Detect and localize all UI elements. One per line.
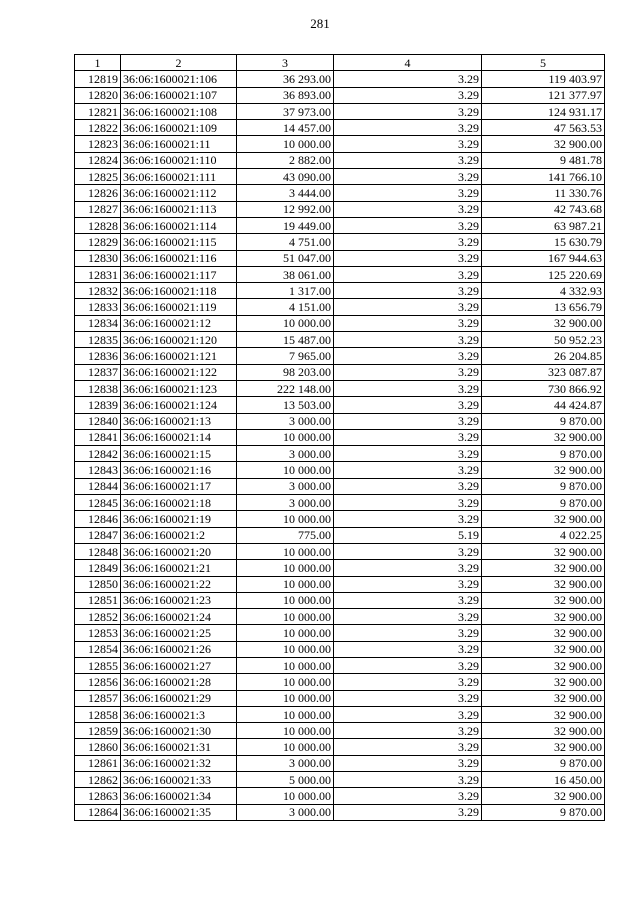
table-cell-col-1: 12839 [75, 397, 121, 413]
table-cell-col-1: 12864 [75, 804, 121, 820]
table-cell-col-1: 12836 [75, 348, 121, 364]
table-cell-col-5: 124 931.17 [482, 103, 605, 119]
table-cell-col-3: 3 000.00 [237, 804, 334, 820]
table-cell-col-1: 12821 [75, 103, 121, 119]
table-cell-col-3: 14 457.00 [237, 120, 334, 136]
table-cell-col-1: 12819 [75, 71, 121, 87]
table-cell-col-4: 3.29 [334, 332, 482, 348]
table-cell-col-5: 15 630.79 [482, 234, 605, 250]
table-cell-col-3: 1 317.00 [237, 283, 334, 299]
table-cell-col-5: 9 870.00 [482, 804, 605, 820]
table-cell-col-3: 222 148.00 [237, 380, 334, 396]
column-header-5: 5 [482, 55, 605, 71]
table-cell-col-1: 12830 [75, 250, 121, 266]
table-cell-col-4: 3.29 [334, 201, 482, 217]
table-row [75, 299, 605, 315]
table-row [75, 690, 605, 706]
table-cell-col-1: 12856 [75, 674, 121, 690]
table-cell-col-1: 12844 [75, 478, 121, 494]
table-cell-col-2: 36:06:1600021:20 [121, 543, 237, 559]
table-cell-col-5: 32 900.00 [482, 315, 605, 331]
table-cell-col-5: 32 900.00 [482, 136, 605, 152]
table-row [75, 266, 605, 282]
table-cell-col-3: 98 203.00 [237, 364, 334, 380]
table-cell-col-2: 36:06:1600021:123 [121, 380, 237, 396]
table-cell-col-4: 3.29 [334, 266, 482, 282]
table-cell-col-1: 12823 [75, 136, 121, 152]
table-row [75, 739, 605, 755]
table-row [75, 71, 605, 87]
table-cell-col-4: 3.29 [334, 609, 482, 625]
table-cell-col-3: 10 000.00 [237, 429, 334, 445]
table-cell-col-1: 12859 [75, 723, 121, 739]
table-cell-col-4: 3.29 [334, 446, 482, 462]
table-cell-col-4: 3.29 [334, 592, 482, 608]
table-cell-col-5: 125 220.69 [482, 266, 605, 282]
table-row [75, 348, 605, 364]
table-cell-col-1: 12855 [75, 657, 121, 673]
table-row [75, 495, 605, 511]
table-cell-col-1: 12826 [75, 185, 121, 201]
table-cell-col-4: 3.29 [334, 136, 482, 152]
table-cell-col-2: 36:06:1600021:110 [121, 152, 237, 168]
table-cell-col-5: 32 900.00 [482, 609, 605, 625]
table-cell-col-5: 32 900.00 [482, 576, 605, 592]
table-cell-col-4: 3.29 [334, 478, 482, 494]
table-row [75, 234, 605, 250]
table-cell-col-5: 9 870.00 [482, 755, 605, 771]
table-cell-col-3: 3 000.00 [237, 478, 334, 494]
table-cell-col-3: 10 000.00 [237, 609, 334, 625]
column-header-4: 4 [334, 55, 482, 71]
table-cell-col-5: 32 900.00 [482, 592, 605, 608]
table-cell-col-3: 10 000.00 [237, 788, 334, 804]
table-cell-col-4: 3.29 [334, 462, 482, 478]
table-cell-col-5: 32 900.00 [482, 462, 605, 478]
table-cell-col-5: 119 403.97 [482, 71, 605, 87]
table-cell-col-2: 36:06:1600021:112 [121, 185, 237, 201]
table-cell-col-2: 36:06:1600021:21 [121, 560, 237, 576]
table-row [75, 592, 605, 608]
table-cell-col-2: 36:06:1600021:3 [121, 706, 237, 722]
table-cell-col-1: 12822 [75, 120, 121, 136]
table-cell-col-2: 36:06:1600021:27 [121, 657, 237, 673]
table-cell-col-1: 12861 [75, 755, 121, 771]
table-cell-col-3: 3 444.00 [237, 185, 334, 201]
table-cell-col-2: 36:06:1600021:116 [121, 250, 237, 266]
table-cell-col-4: 3.29 [334, 217, 482, 233]
table-cell-col-2: 36:06:1600021:107 [121, 87, 237, 103]
table-cell-col-5: 32 900.00 [482, 560, 605, 576]
table-cell-col-5: 4 332.93 [482, 283, 605, 299]
table-cell-col-4: 3.29 [334, 413, 482, 429]
table-body [75, 71, 605, 821]
table-cell-col-2: 36:06:1600021:35 [121, 804, 237, 820]
table-row [75, 120, 605, 136]
table-cell-col-3: 10 000.00 [237, 706, 334, 722]
table-cell-col-5: 9 870.00 [482, 413, 605, 429]
table-cell-col-2: 36:06:1600021:17 [121, 478, 237, 494]
table-cell-col-3: 10 000.00 [237, 560, 334, 576]
table-cell-col-3: 3 000.00 [237, 413, 334, 429]
table-cell-col-5: 32 900.00 [482, 625, 605, 641]
table-cell-col-4: 3.29 [334, 625, 482, 641]
table-cell-col-3: 19 449.00 [237, 217, 334, 233]
table-cell-col-3: 10 000.00 [237, 543, 334, 559]
table-cell-col-4: 3.29 [334, 380, 482, 396]
table-cell-col-1: 12828 [75, 217, 121, 233]
table-cell-col-3: 10 000.00 [237, 657, 334, 673]
table-cell-col-1: 12852 [75, 609, 121, 625]
table-cell-col-2: 36:06:1600021:31 [121, 739, 237, 755]
table-row [75, 543, 605, 559]
table-cell-col-1: 12857 [75, 690, 121, 706]
table-cell-col-1: 12832 [75, 283, 121, 299]
table-cell-col-3: 3 000.00 [237, 495, 334, 511]
table-cell-col-4: 3.29 [334, 364, 482, 380]
table-cell-col-2: 36:06:1600021:120 [121, 332, 237, 348]
table-cell-col-4: 3.29 [334, 804, 482, 820]
table-cell-col-4: 3.29 [334, 152, 482, 168]
column-header-1: 1 [75, 55, 121, 71]
table-cell-col-1: 12854 [75, 641, 121, 657]
table-row [75, 804, 605, 820]
table-cell-col-3: 775.00 [237, 527, 334, 543]
table-cell-col-3: 36 293.00 [237, 71, 334, 87]
table-cell-col-4: 3.29 [334, 511, 482, 527]
table-cell-col-5: 26 204.85 [482, 348, 605, 364]
table-cell-col-5: 42 743.68 [482, 201, 605, 217]
table-cell-col-2: 36:06:1600021:115 [121, 234, 237, 250]
table-cell-col-5: 141 766.10 [482, 169, 605, 185]
table-cell-col-1: 12845 [75, 495, 121, 511]
table-cell-col-1: 12838 [75, 380, 121, 396]
table-cell-col-2: 36:06:1600021:11 [121, 136, 237, 152]
table-row [75, 283, 605, 299]
table-cell-col-2: 36:06:1600021:124 [121, 397, 237, 413]
table-row [75, 772, 605, 788]
table-cell-col-5: 32 900.00 [482, 690, 605, 706]
table-cell-col-2: 36:06:1600021:18 [121, 495, 237, 511]
table-cell-col-3: 2 882.00 [237, 152, 334, 168]
table-row [75, 462, 605, 478]
table-cell-col-5: 13 656.79 [482, 299, 605, 315]
table-cell-col-4: 5.19 [334, 527, 482, 543]
table-cell-col-1: 12840 [75, 413, 121, 429]
table-cell-col-3: 51 047.00 [237, 250, 334, 266]
table-row [75, 380, 605, 396]
table-cell-col-1: 12851 [75, 592, 121, 608]
table-cell-col-3: 10 000.00 [237, 315, 334, 331]
table-row [75, 315, 605, 331]
table-cell-col-2: 36:06:1600021:12 [121, 315, 237, 331]
table-cell-col-3: 10 000.00 [237, 511, 334, 527]
page-number: 281 [310, 16, 330, 31]
table-cell-col-3: 4 151.00 [237, 299, 334, 315]
table-cell-col-2: 36:06:1600021:119 [121, 299, 237, 315]
data-table [74, 54, 605, 821]
table-cell-col-4: 3.29 [334, 348, 482, 364]
table-cell-col-1: 12842 [75, 446, 121, 462]
table-cell-col-5: 11 330.76 [482, 185, 605, 201]
table-cell-col-3: 10 000.00 [237, 690, 334, 706]
table-cell-col-3: 10 000.00 [237, 739, 334, 755]
table-cell-col-4: 3.29 [334, 657, 482, 673]
table-cell-col-4: 3.29 [334, 250, 482, 266]
table-cell-col-5: 121 377.97 [482, 87, 605, 103]
table-cell-col-1: 12863 [75, 788, 121, 804]
table-cell-col-5: 63 987.21 [482, 217, 605, 233]
table-row [75, 625, 605, 641]
table-row [75, 446, 605, 462]
table-cell-col-4: 3.29 [334, 788, 482, 804]
table-cell-col-5: 32 900.00 [482, 641, 605, 657]
table-cell-col-1: 12849 [75, 560, 121, 576]
table-cell-col-5: 730 866.92 [482, 380, 605, 396]
table-cell-col-3: 37 973.00 [237, 103, 334, 119]
table-cell-col-3: 10 000.00 [237, 576, 334, 592]
table-row [75, 87, 605, 103]
table-cell-col-2: 36:06:1600021:2 [121, 527, 237, 543]
table-cell-col-2: 36:06:1600021:114 [121, 217, 237, 233]
table-cell-col-2: 36:06:1600021:24 [121, 609, 237, 625]
table-cell-col-3: 43 090.00 [237, 169, 334, 185]
table-row [75, 185, 605, 201]
table-cell-col-2: 36:06:1600021:108 [121, 103, 237, 119]
table-cell-col-3: 10 000.00 [237, 723, 334, 739]
table-cell-col-3: 5 000.00 [237, 772, 334, 788]
table-row [75, 397, 605, 413]
table-cell-col-3: 38 061.00 [237, 266, 334, 282]
table-cell-col-1: 12841 [75, 429, 121, 445]
table-cell-col-4: 3.29 [334, 674, 482, 690]
table-cell-col-4: 3.29 [334, 429, 482, 445]
table-cell-col-3: 10 000.00 [237, 462, 334, 478]
table-cell-col-5: 50 952.23 [482, 332, 605, 348]
column-header-2: 2 [121, 55, 237, 71]
table-cell-col-4: 3.29 [334, 706, 482, 722]
table-cell-col-3: 7 965.00 [237, 348, 334, 364]
table-cell-col-4: 3.29 [334, 315, 482, 331]
table-cell-col-3: 12 992.00 [237, 201, 334, 217]
table-cell-col-3: 10 000.00 [237, 674, 334, 690]
table-cell-col-1: 12837 [75, 364, 121, 380]
table-cell-col-3: 10 000.00 [237, 625, 334, 641]
table-cell-col-4: 3.29 [334, 103, 482, 119]
table-row [75, 103, 605, 119]
table-cell-col-3: 10 000.00 [237, 592, 334, 608]
table-cell-col-5: 32 900.00 [482, 429, 605, 445]
table-cell-col-4: 3.29 [334, 299, 482, 315]
table-cell-col-1: 12843 [75, 462, 121, 478]
table-row [75, 169, 605, 185]
table-row [75, 250, 605, 266]
table-cell-col-3: 10 000.00 [237, 641, 334, 657]
table-cell-col-4: 3.29 [334, 397, 482, 413]
table-row [75, 527, 605, 543]
table-cell-col-2: 36:06:1600021:109 [121, 120, 237, 136]
table-cell-col-1: 12824 [75, 152, 121, 168]
table-cell-col-2: 36:06:1600021:28 [121, 674, 237, 690]
table-cell-col-4: 3.29 [334, 495, 482, 511]
table-cell-col-1: 12829 [75, 234, 121, 250]
table-cell-col-2: 36:06:1600021:113 [121, 201, 237, 217]
table-cell-col-4: 3.29 [334, 185, 482, 201]
table-cell-col-5: 16 450.00 [482, 772, 605, 788]
table-row [75, 674, 605, 690]
table-cell-col-1: 12833 [75, 299, 121, 315]
table-row [75, 136, 605, 152]
table-cell-col-5: 47 563.53 [482, 120, 605, 136]
table-cell-col-1: 12848 [75, 543, 121, 559]
table-cell-col-2: 36:06:1600021:15 [121, 446, 237, 462]
table-cell-col-3: 13 503.00 [237, 397, 334, 413]
table-cell-col-1: 12834 [75, 315, 121, 331]
table-row [75, 788, 605, 804]
table-cell-col-5: 9 870.00 [482, 478, 605, 494]
table-cell-col-1: 12846 [75, 511, 121, 527]
table-cell-col-4: 3.29 [334, 690, 482, 706]
table-cell-col-3: 4 751.00 [237, 234, 334, 250]
table-cell-col-1: 12850 [75, 576, 121, 592]
table-cell-col-3: 15 487.00 [237, 332, 334, 348]
table-cell-col-4: 3.29 [334, 283, 482, 299]
table-cell-col-2: 36:06:1600021:22 [121, 576, 237, 592]
table-row [75, 609, 605, 625]
table-cell-col-5: 9 870.00 [482, 495, 605, 511]
table-cell-col-2: 36:06:1600021:13 [121, 413, 237, 429]
table-cell-col-5: 323 087.87 [482, 364, 605, 380]
table-row [75, 152, 605, 168]
table-cell-col-4: 3.29 [334, 169, 482, 185]
table-cell-col-5: 44 424.87 [482, 397, 605, 413]
table-cell-col-2: 36:06:1600021:33 [121, 772, 237, 788]
table-cell-col-2: 36:06:1600021:32 [121, 755, 237, 771]
table-cell-col-2: 36:06:1600021:14 [121, 429, 237, 445]
table-row [75, 413, 605, 429]
table-cell-col-4: 3.29 [334, 560, 482, 576]
table-cell-col-2: 36:06:1600021:26 [121, 641, 237, 657]
table-cell-col-5: 32 900.00 [482, 657, 605, 673]
table-row [75, 755, 605, 771]
table-cell-col-1: 12858 [75, 706, 121, 722]
table-cell-col-4: 3.29 [334, 772, 482, 788]
table-cell-col-5: 32 900.00 [482, 723, 605, 739]
table-cell-col-5: 9 481.78 [482, 152, 605, 168]
table-cell-col-3: 10 000.00 [237, 136, 334, 152]
table-row [75, 511, 605, 527]
header-row [75, 55, 605, 71]
table-cell-col-2: 36:06:1600021:122 [121, 364, 237, 380]
table-cell-col-2: 36:06:1600021:106 [121, 71, 237, 87]
table-row [75, 657, 605, 673]
table-cell-col-5: 32 900.00 [482, 739, 605, 755]
table-cell-col-5: 32 900.00 [482, 543, 605, 559]
table-cell-col-3: 36 893.00 [237, 87, 334, 103]
table-cell-col-3: 3 000.00 [237, 446, 334, 462]
table-cell-col-2: 36:06:1600021:19 [121, 511, 237, 527]
table-cell-col-4: 3.29 [334, 543, 482, 559]
table-row [75, 576, 605, 592]
table-cell-col-2: 36:06:1600021:34 [121, 788, 237, 804]
table-cell-col-5: 32 900.00 [482, 706, 605, 722]
table-cell-col-5: 32 900.00 [482, 674, 605, 690]
table-row [75, 364, 605, 380]
table-row [75, 201, 605, 217]
table-cell-col-5: 167 944.63 [482, 250, 605, 266]
table-cell-col-1: 12831 [75, 266, 121, 282]
table-row [75, 332, 605, 348]
table-cell-col-1: 12847 [75, 527, 121, 543]
table-cell-col-2: 36:06:1600021:30 [121, 723, 237, 739]
table-cell-col-5: 32 900.00 [482, 511, 605, 527]
table-cell-col-4: 3.29 [334, 234, 482, 250]
table-cell-col-1: 12862 [75, 772, 121, 788]
table-cell-col-4: 3.29 [334, 723, 482, 739]
table-cell-col-3: 3 000.00 [237, 755, 334, 771]
table-cell-col-1: 12860 [75, 739, 121, 755]
table-cell-col-4: 3.29 [334, 120, 482, 136]
table-cell-col-5: 4 022.25 [482, 527, 605, 543]
table-cell-col-5: 9 870.00 [482, 446, 605, 462]
table-row [75, 641, 605, 657]
table-cell-col-1: 12820 [75, 87, 121, 103]
table-cell-col-5: 32 900.00 [482, 788, 605, 804]
table-cell-col-4: 3.29 [334, 576, 482, 592]
table-cell-col-2: 36:06:1600021:29 [121, 690, 237, 706]
table-cell-col-2: 36:06:1600021:23 [121, 592, 237, 608]
table-row [75, 560, 605, 576]
table-cell-col-4: 3.29 [334, 641, 482, 657]
table-cell-col-4: 3.29 [334, 71, 482, 87]
table-cell-col-2: 36:06:1600021:118 [121, 283, 237, 299]
table-cell-col-2: 36:06:1600021:121 [121, 348, 237, 364]
table-cell-col-1: 12825 [75, 169, 121, 185]
table-row [75, 478, 605, 494]
table-cell-col-4: 3.29 [334, 87, 482, 103]
table-row [75, 706, 605, 722]
column-header-3: 3 [237, 55, 334, 71]
table-cell-col-2: 36:06:1600021:111 [121, 169, 237, 185]
table-cell-col-2: 36:06:1600021:117 [121, 266, 237, 282]
table-row [75, 723, 605, 739]
table-cell-col-2: 36:06:1600021:16 [121, 462, 237, 478]
table-cell-col-1: 12827 [75, 201, 121, 217]
table-row [75, 217, 605, 233]
table-cell-col-1: 12853 [75, 625, 121, 641]
table-row [75, 429, 605, 445]
table-cell-col-2: 36:06:1600021:25 [121, 625, 237, 641]
table-cell-col-1: 12835 [75, 332, 121, 348]
table-cell-col-4: 3.29 [334, 755, 482, 771]
table-cell-col-4: 3.29 [334, 739, 482, 755]
